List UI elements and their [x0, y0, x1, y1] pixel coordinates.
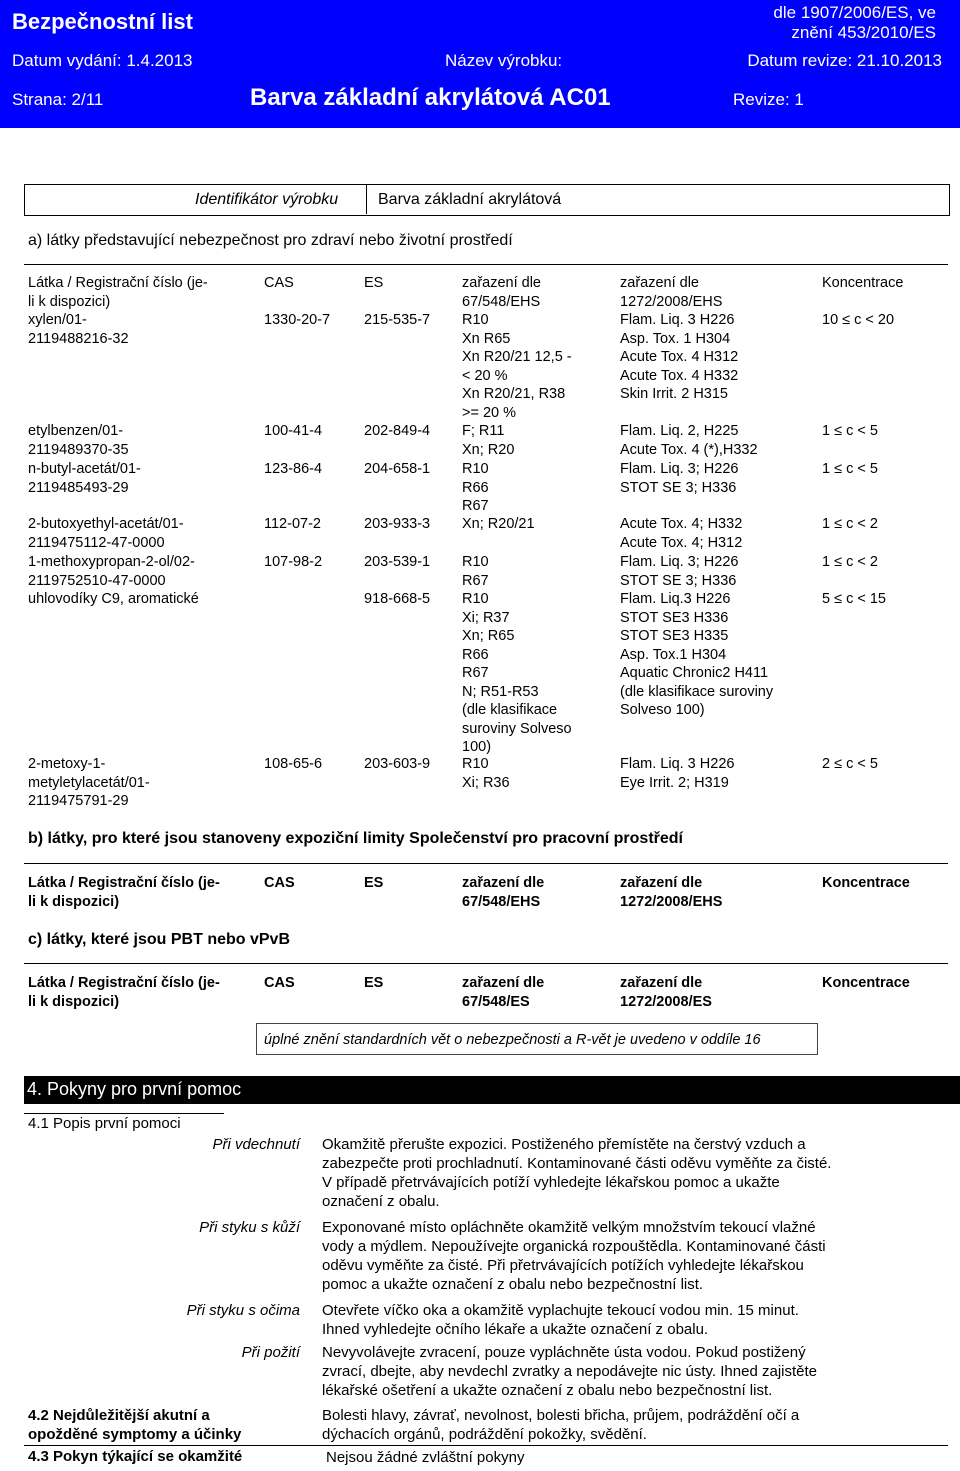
classification-line: Acute Tox. 4; H332	[620, 516, 743, 532]
classification-line: Asp. Tox. 1 H304	[620, 330, 731, 347]
classification-line: Acute Tox. 4 H312	[620, 349, 739, 365]
regulation-line-1: dle 1907/2006/ES, ve	[773, 3, 936, 22]
classification-line: Skin Irrit. 2 H315	[620, 386, 728, 402]
classification-67	[462, 590, 572, 757]
classification-67	[462, 755, 510, 792]
classification-1272	[620, 460, 738, 497]
first-aid-line: Exponované místo opláchněte okamžitě velkým množstvím tekoucí vlažné	[322, 1219, 816, 1236]
section-c-rule	[24, 963, 948, 964]
classification-line: Xi; R37	[462, 609, 510, 626]
cas-number: 107-98-2	[264, 554, 323, 570]
classification-line: Flam. Liq. 3; H226	[620, 461, 739, 477]
col-header-class-1272	[620, 874, 722, 911]
classification-1272	[620, 311, 738, 404]
first-aid-line: zabezpečte proti prochladnutí. Kontaminované části oděvu vyměňte za čisté.	[322, 1155, 832, 1172]
classification-line: Flam. Liq.3 H226	[620, 591, 731, 607]
classification-line: (dle klasifikace	[462, 702, 558, 718]
subsection-4-3-text: Nejsou žádné zvláštní pokyny	[326, 1449, 525, 1466]
col-header-concentration: Koncentrace	[822, 275, 904, 291]
first-aid-line: Okamžitě přerušte expozici. Postiženého přemístěte na čerstvý vzduch a	[322, 1136, 806, 1153]
first-aid-label-ingestion: Při požití	[241, 1344, 300, 1361]
col-header-cas: CAS	[264, 275, 294, 291]
first-aid-line: Ihned vyhledejte očního lékaře a ukažte označení z obalu.	[322, 1321, 709, 1338]
classification-line: 100)	[462, 739, 492, 755]
classification-1272	[620, 515, 742, 552]
classification-line: Xn; R20/21	[462, 516, 535, 532]
substance-name	[28, 460, 141, 497]
col-header-es: ES	[364, 875, 384, 891]
first-aid-line: Otevřete víčko oka a okamžitě vyplachujte tekoucí vodou min. 15 minut.	[322, 1302, 799, 1319]
es-number: 203-933-3	[364, 516, 431, 532]
first-aid-text-eyes	[322, 1301, 799, 1339]
classification-line: R10	[462, 591, 489, 607]
cas-number: 108-65-6	[264, 756, 323, 772]
classification-line: Xn; R65	[462, 628, 515, 644]
classification-line: Eye Irrit. 2; H319	[620, 774, 729, 791]
col-header-class-1272-line: 1272/2008/EHS	[620, 893, 723, 910]
col-header-cas: CAS	[264, 875, 295, 891]
classification-67	[462, 460, 489, 516]
classification-line: Acute Tox. 4; H312	[620, 534, 743, 551]
substance-name-line: xylen/01-	[28, 312, 87, 328]
classification-line: R10	[462, 461, 489, 477]
substance-name-line: metyletylacetát/01-	[28, 774, 150, 791]
page-number: Strana: 2/11	[12, 90, 104, 109]
es-number: 215-535-7	[364, 312, 431, 328]
concentration: 1 ≤ c < 2	[822, 554, 878, 570]
r-phrases-note: úplné znění standardních vět o nebezpečnosti a R-vět je uvedeno v oddíle 16	[264, 1032, 761, 1048]
classification-line: Solveso 100)	[620, 702, 705, 718]
classification-1272	[620, 755, 734, 792]
product-name: Barva základní akrylátová AC01	[250, 84, 611, 111]
subsection-4-2-line: Bolesti hlavy, závrať, nevolnost, bolesti břicha, průjem, podráždění očí a	[322, 1407, 800, 1424]
header-bar-top	[0, 0, 960, 46]
col-header-substance-line: Látka / Registrační číslo (je-	[28, 875, 220, 891]
classification-line: Asp. Tox.1 H304	[620, 646, 727, 663]
col-header-class-1272-line: zařazení dle	[620, 875, 703, 891]
substance-name-line: 2119489370-35	[28, 441, 129, 458]
classification-line: R10	[462, 312, 489, 328]
col-header-substance	[28, 874, 220, 911]
concentration: 1 ≤ c < 5	[822, 423, 878, 439]
classification-line: STOT SE 3; H336	[620, 479, 737, 496]
revision-date: Datum revize: 21.10.2013	[747, 51, 942, 70]
subsection-4-3-title: 4.3 Pokyn týkající se okamžité	[28, 1448, 243, 1465]
classification-line: Xn R65	[462, 330, 511, 347]
classification-line: R67	[462, 498, 489, 514]
cas-number: 123-86-4	[264, 461, 323, 477]
classification-line: < 20 %	[462, 367, 508, 384]
col-header-es: ES	[364, 975, 384, 991]
classification-line: R66	[462, 646, 489, 663]
col-header-concentration: Koncentrace	[822, 875, 910, 891]
col-header-substance-line: Látka / Registrační číslo (je-	[28, 275, 208, 291]
subsection-4-1-title: 4.1 Popis první pomoci	[28, 1115, 181, 1132]
classification-line: >= 20 %	[462, 404, 517, 421]
classification-67	[462, 515, 535, 534]
subsection-4-2-title	[28, 1406, 241, 1444]
classification-line: Xn; R20	[462, 441, 515, 458]
first-aid-text-inhalation	[322, 1135, 831, 1211]
first-aid-label-skin: Při styku s kůží	[199, 1219, 300, 1236]
classification-67	[462, 553, 489, 590]
substance-name-line: 1-methoxypropan-2-ol/02-	[28, 554, 195, 570]
header-bar-dates	[0, 46, 960, 74]
classification-1272	[620, 590, 773, 720]
substance-name-line: 2-butoxyethyl-acetát/01-	[28, 516, 184, 532]
substance-name-line: 2119485493-29	[28, 479, 129, 496]
classification-line: R67	[462, 665, 489, 681]
classification-line: STOT SE3 H336	[620, 609, 729, 626]
classification-line: Flam. Liq. 3; H226	[620, 554, 739, 570]
regulation-reference	[773, 3, 936, 43]
revision-number: Revize: 1	[733, 90, 804, 109]
first-aid-line: pomoc a ukažte označení z obalu nebo bezpečnostní list.	[322, 1276, 704, 1293]
classification-line: (dle klasifikace suroviny	[620, 683, 774, 700]
cas-number: 100-41-4	[264, 423, 323, 439]
classification-line: Acute Tox. 4 H332	[620, 367, 739, 384]
first-aid-line: oděvu vyměňte za čisté. Při přetrvávajících potížích vyhledejte lékařskou	[322, 1257, 804, 1274]
classification-line: N; R51-R53	[462, 683, 539, 700]
subsection-4-2-text	[322, 1406, 799, 1444]
col-header-substance-line: li k dispozici)	[28, 993, 120, 1010]
col-header-class-1272	[620, 974, 712, 1011]
first-aid-line: vody a mýdlem. Nepoužívejte organická rozpouštědla. Kontaminované části	[322, 1238, 826, 1255]
col-header-class-67-line: zařazení dle	[462, 275, 541, 291]
col-header-class-67-line: zařazení dle	[462, 875, 545, 891]
col-header-class-67-line: 67/548/EHS	[462, 893, 541, 910]
subsection-4-3-rule	[24, 1445, 948, 1446]
col-header-concentration: Koncentrace	[822, 975, 910, 991]
col-header-class-67	[462, 274, 541, 311]
section-b-heading: b) látky, pro které jsou stanoveny expoziční limity Společenství pro pracovní prostředí	[28, 830, 683, 847]
classification-line: R10	[462, 554, 489, 570]
cas-number: 112-07-2	[264, 516, 321, 532]
subsection-4-2-line: dýchacích orgánů, podráždění pokožky, svědění.	[322, 1426, 647, 1443]
col-header-class-67-line: 67/548/EHS	[462, 293, 541, 310]
classification-line: R10	[462, 756, 489, 772]
classification-line: R67	[462, 572, 489, 589]
subsection-4-2-title-line: 4.2 Nejdůležitější akutní a	[28, 1407, 210, 1424]
first-aid-line: označení z obalu.	[322, 1193, 440, 1210]
col-header-class-67-line: 67/548/ES	[462, 993, 530, 1010]
first-aid-label-eyes: Při styku s očima	[186, 1302, 300, 1319]
substance-name	[28, 755, 150, 811]
substance-name-line: 2119475112-47-0000	[28, 534, 165, 551]
classification-line: Acute Tox. 4 (*),H332	[620, 441, 758, 458]
col-header-es: ES	[364, 275, 384, 291]
classification-line: Xn R20/21, R38	[462, 386, 566, 402]
section-a-rule	[24, 264, 948, 265]
substance-name	[28, 422, 129, 459]
substance-name-line: 2-metoxy-1-	[28, 756, 106, 772]
substance-name-line: etylbenzen/01-	[28, 423, 124, 439]
col-header-substance-line: Látka / Registrační číslo (je-	[28, 975, 220, 991]
section-a-heading: a) látky představující nebezpečnost pro zdraví nebo životní prostředí	[28, 232, 513, 249]
es-number: 203-539-1	[364, 554, 431, 570]
col-header-class-1272-line: 1272/2008/ES	[620, 993, 712, 1010]
classification-line: STOT SE 3; H336	[620, 572, 737, 589]
col-header-substance-line: li k dispozici)	[28, 893, 120, 910]
cas-number: 1330-20-7	[264, 312, 331, 328]
substance-name	[28, 590, 199, 609]
concentration: 5 ≤ c < 15	[822, 591, 886, 607]
first-aid-text-ingestion	[322, 1343, 817, 1400]
col-header-class-1272-line: zařazení dle	[620, 275, 699, 291]
identifier-divider	[366, 185, 367, 214]
classification-line: Xn R20/21 12,5 -	[462, 349, 572, 365]
section-4-title-bar	[24, 1076, 960, 1104]
substance-name	[28, 553, 195, 590]
first-aid-label-inhalation: Při vdechnutí	[212, 1136, 300, 1153]
substance-name-line: 2119488216-32	[28, 330, 129, 347]
col-header-substance-line: li k dispozici)	[28, 293, 111, 310]
classification-line: Flam. Liq. 2, H225	[620, 423, 739, 439]
document-title: Bezpečnostní list	[12, 9, 193, 34]
es-number: 918-668-5	[364, 591, 431, 607]
first-aid-line: Nevyvolávejte zvracení, pouze vypláchněte ústa vodou. Pokud postižený	[322, 1344, 806, 1361]
col-header-substance	[28, 974, 220, 1011]
substance-name-line: 2119475791-29	[28, 793, 129, 809]
es-number: 203-603-9	[364, 756, 431, 772]
identifier-value: Barva základní akrylátová	[378, 191, 562, 208]
concentration: 2 ≤ c < 5	[822, 756, 878, 772]
concentration: 10 ≤ c < 20	[822, 312, 895, 328]
first-aid-line: V případě přetrvávajících potíží vyhledejte lékařskou pomoc a ukažte	[322, 1174, 780, 1191]
classification-67	[462, 422, 514, 459]
first-aid-text-skin	[322, 1218, 826, 1294]
classification-67	[462, 311, 572, 422]
section-4-title: 4. Pokyny pro první pomoc	[27, 1079, 242, 1099]
first-aid-line: lékařské ošetření a ukažte označení z obalu nebo bezpečnostní list.	[322, 1382, 773, 1399]
classification-line: Flam. Liq. 3 H226	[620, 312, 735, 328]
classification-line: Flam. Liq. 3 H226	[620, 756, 735, 772]
substance-name	[28, 311, 129, 348]
substance-name-line: 2119752510-47-0000	[28, 572, 166, 589]
header-bar-product	[0, 74, 960, 128]
es-number: 202-849-4	[364, 423, 431, 439]
concentration: 1 ≤ c < 2	[822, 516, 878, 532]
classification-line: Aquatic Chronic2 H411	[620, 665, 769, 681]
es-number: 204-658-1	[364, 461, 431, 477]
classification-line: R66	[462, 479, 489, 496]
product-name-label: Název výrobku:	[445, 51, 563, 70]
col-header-class-1272-line: 1272/2008/EHS	[620, 293, 723, 310]
regulation-line-2: znění 453/2010/ES	[791, 23, 936, 42]
col-header-class-67-line: zařazení dle	[462, 975, 545, 991]
col-header-class-67	[462, 974, 544, 1011]
col-header-class-67	[462, 874, 544, 911]
section-b-rule	[24, 863, 948, 864]
subsection-4-2-title-line: opožděné symptomy a účinky	[28, 1426, 242, 1443]
classification-line: STOT SE3 H335	[620, 628, 729, 644]
classification-line: suroviny Solveso	[462, 720, 572, 737]
classification-1272	[620, 553, 738, 590]
substance-name-line: n-butyl-acetát/01-	[28, 461, 141, 477]
issue-date: Datum vydání: 1.4.2013	[12, 51, 193, 70]
identifier-label: Identifikátor výrobku	[195, 191, 339, 208]
substance-name	[28, 515, 184, 552]
classification-1272	[620, 422, 758, 459]
col-header-class-1272-line: zařazení dle	[620, 975, 703, 991]
section-c-heading: c) látky, které jsou PBT nebo vPvB	[28, 931, 291, 948]
col-header-class-1272	[620, 274, 722, 311]
classification-line: F; R11	[462, 423, 505, 439]
col-header-cas: CAS	[264, 975, 295, 991]
col-header-substance	[28, 274, 208, 311]
substance-name-line: uhlovodíky C9, aromatické	[28, 591, 199, 607]
classification-line: Xi; R36	[462, 774, 510, 791]
first-aid-line: zvrací, dbejte, aby nevdechl zvratky a nepodávejte nic ústy. Ihned zajistěte	[322, 1363, 817, 1380]
concentration: 1 ≤ c < 5	[822, 461, 878, 477]
